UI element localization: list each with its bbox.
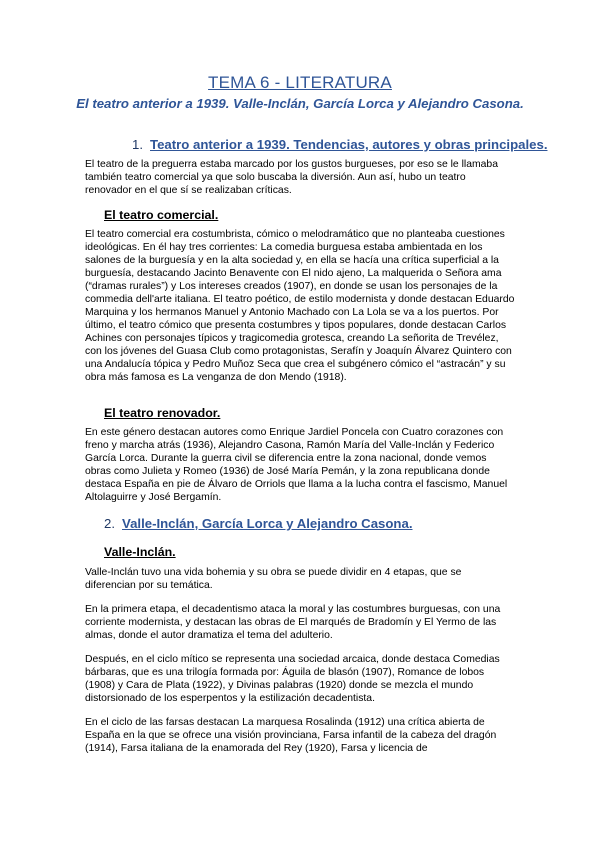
section-1-heading-text: Teatro anterior a 1939. Tendencias, autores y obras principales. bbox=[150, 137, 548, 152]
valle-paragraph-1 bbox=[85, 566, 515, 592]
valle-paragraph-4 bbox=[85, 716, 515, 755]
section-1-number: 1. bbox=[132, 137, 143, 152]
valle-inclan-heading: Valle-Inclán. bbox=[104, 545, 176, 559]
valle-p4: En el ciclo de las farsas destacan La marquesa Rosalinda (1912) una crítica abierta de España en la que se ofrece una visión provinciana, Farsa infantil de la cabeza del dragón (1914), Farsa italiana de la enamorada del Rey (1920), Farsa y licencia de bbox=[85, 717, 497, 754]
section-2-heading-text: Valle-Inclán, García Lorca y Alejandro Casona. bbox=[122, 516, 413, 531]
document-title: TEMA 6 - LITERATURA bbox=[208, 73, 392, 92]
valle-paragraph-2 bbox=[85, 603, 515, 642]
section-2-heading bbox=[104, 516, 412, 531]
intro-paragraph: El teatro de la preguerra estaba marcado por los gustos burgueses, por eso se le llamaba también teatro comercial ya que solo buscaba la diversión. Aun así, hubo un teatro renovador en el que sí se realizaban críticas. bbox=[85, 159, 498, 196]
section-1-heading bbox=[132, 137, 547, 152]
teatro-renovador-heading: El teatro renovador. bbox=[104, 406, 221, 420]
teatro-renovador-paragraph bbox=[85, 426, 515, 504]
section-2-number: 2. bbox=[104, 516, 115, 531]
document-subtitle: El teatro anterior a 1939. Valle-Inclán, García Lorca y Alejandro Casona. bbox=[76, 96, 524, 111]
teatro-comercial-paragraph bbox=[85, 228, 515, 384]
comercial-text: El teatro comercial era costumbrista, cómico o melodramático que no planteaba cuestiones ideológicas. En él hay tres corrientes: La comedia burguesa estaba ambientada en los salones de la burguesía y en la alta sociedad y, en ella se hacía una crítica superficial a la burguesía, destacando Jacinto Benavente con El nido ajeno, La malquerida o Señora ama (“dramas rurales”) y Los intereses creados (1907), en donde se usan los personajes de la commedia dell'arte italiana. El teatro poético, de estilo modernista y donde destacan Eduardo Marquina y los hermanos Manuel y Antonio Machado con La Lola se va a los puertos. Por último, el teatro cómico que presenta costumbres y tipos populares, donde destacan Carlos Achines con personajes típicos y tragicomedia grotesca, creando La señorita de Trevélez, con los jóvenes del Guasa Club como protagonistas, Serafín y Joaquín Álvarez Quintero con una Andalucía tópica y Pedro Muñoz Seca que crea el subgénero cómico el “astracán” y su obra más famosa es La venganza de don Mendo (1918). bbox=[85, 229, 515, 383]
valle-p2: En la primera etapa, el decadentismo ataca la moral y las costumbres burguesas, con una corriente modernista, y destacan las obras de El marqués de Bradomín y El Yermo de las almas, donde el autor dramatiza el tema del adulterio. bbox=[85, 604, 501, 641]
valle-paragraph-3 bbox=[85, 653, 515, 705]
section-1-intro bbox=[85, 158, 515, 197]
valle-p3: Después, en el ciclo mítico se representa una sociedad arcaica, donde destaca Comedias bárbaras, que es una trilogía formada por: Águila de blasón (1907), Romance de lobos (1908) y Cara de Plata (1922), y Divinas palabras (1920) donde se mezcla el mundo distorsionado de los esperpentos y la estilización decadentista. bbox=[85, 654, 500, 704]
renovador-text: En este género destacan autores como Enrique Jardiel Poncela con Cuatro corazones con freno y marcha atrás (1936), Alejandro Casona, Ramón María del Valle-Inclán y Federico García Lorca. Durante la guerra civil se diferencia entre la zona nacional, donde vemos obras como Julieta y Romeo (1936) de José María Pemán, y la zona republicana donde destaca España en pie de Álvaro de Orriols que llama a la lucha contra el fascismo, Manuel Altolaguirre y José Bergamín. bbox=[85, 427, 508, 503]
teatro-comercial-heading: El teatro comercial. bbox=[104, 208, 219, 222]
valle-p1: Valle-Inclán tuvo una vida bohemia y su obra se puede dividir en 4 etapas, que se diferencian por su temática. bbox=[85, 567, 462, 591]
